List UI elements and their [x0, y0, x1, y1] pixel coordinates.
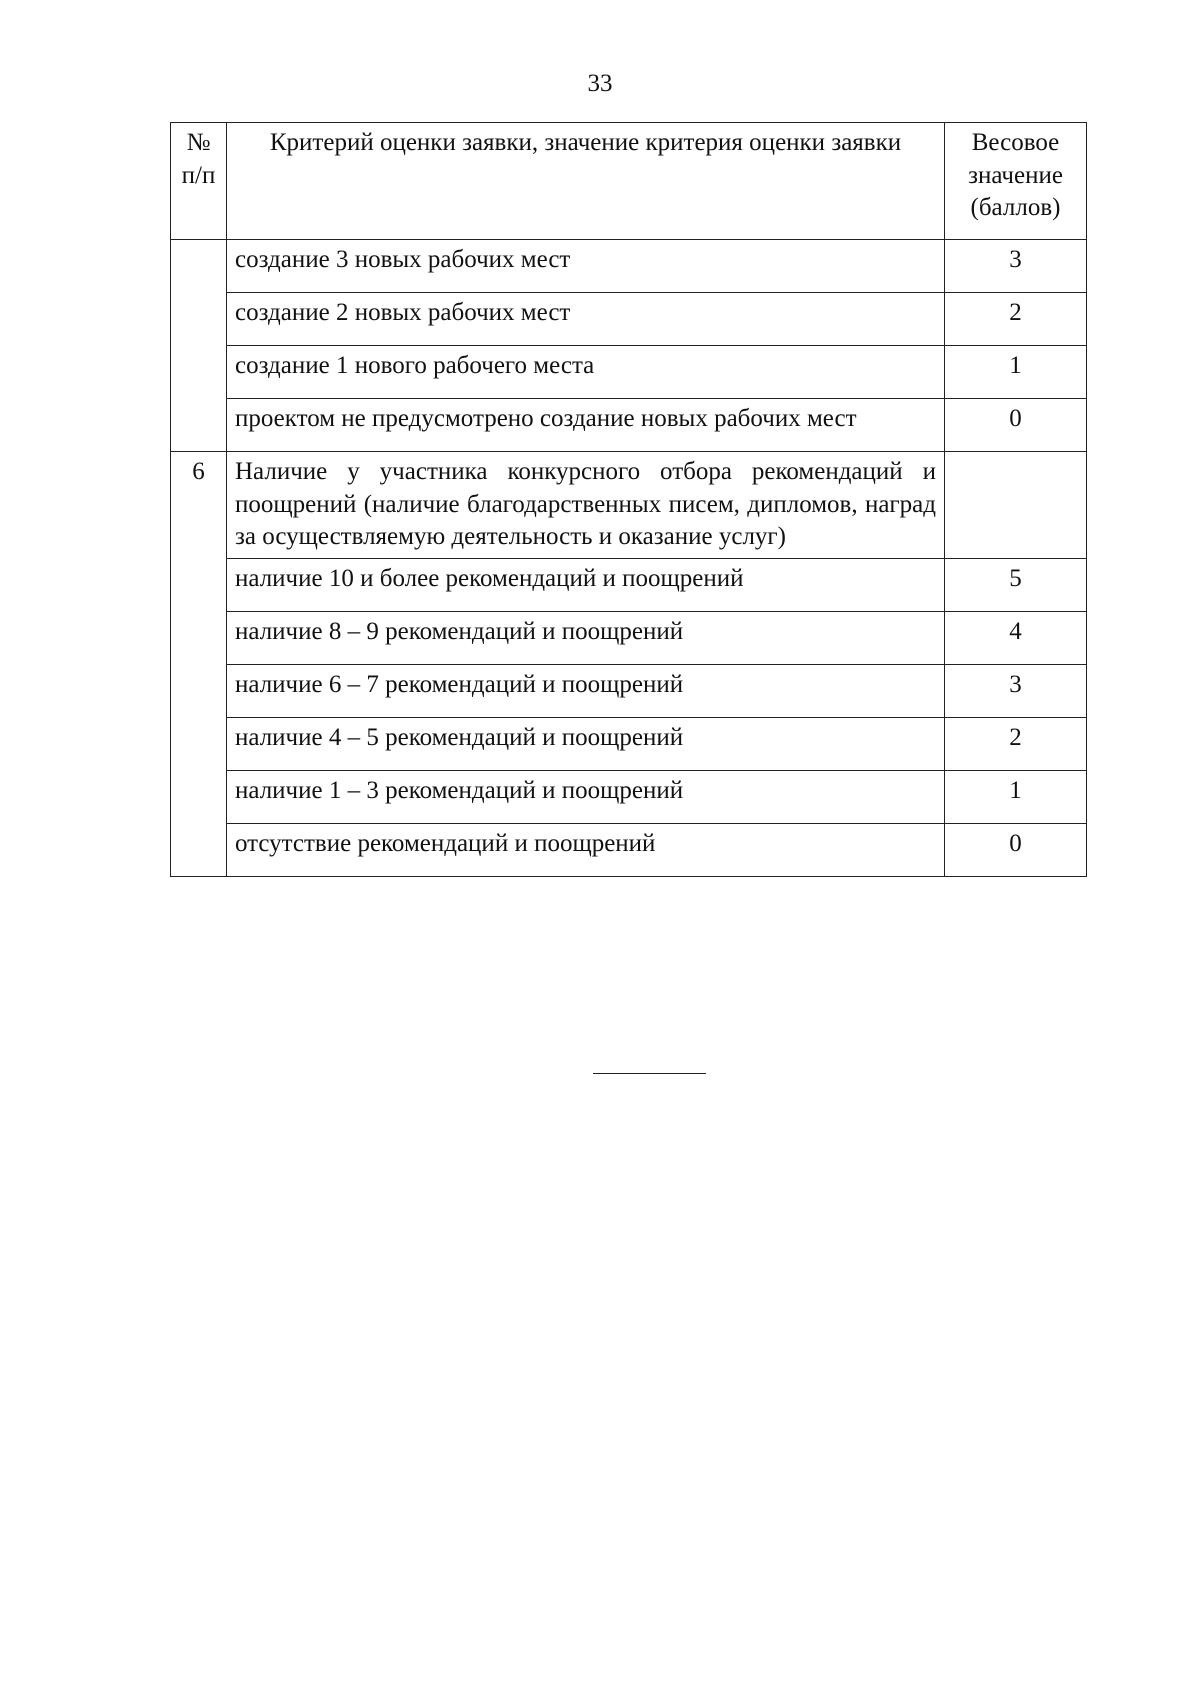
criteria-table [170, 122, 1087, 877]
table-row [171, 346, 1087, 399]
group1-num [171, 240, 227, 452]
value-cell: 4 [945, 611, 1087, 664]
end-of-document-line [593, 1073, 706, 1074]
criterion-title-cell: Наличие у участника конкурсного отбора рекомендаций и поощрений (наличие благодарственных писем, дипломов, наград за осуществляемую деятельность и оказание услуг) [227, 452, 945, 559]
value-cell: 0 [945, 399, 1087, 452]
page-number: 33 [587, 70, 613, 97]
criterion-cell: наличие 1 – 3 рекомендаций и поощрений [227, 770, 945, 823]
value-cell: 1 [945, 770, 1087, 823]
table-row [171, 452, 1087, 559]
table-row [171, 399, 1087, 452]
table-row [171, 240, 1087, 293]
table-row [171, 823, 1087, 876]
table-row [171, 717, 1087, 770]
table-header-row [171, 123, 1087, 240]
table-row [171, 558, 1087, 611]
criterion-cell: создание 1 нового рабочего места [227, 346, 945, 399]
value-cell: 1 [945, 346, 1087, 399]
value-cell: 0 [945, 823, 1087, 876]
table-row [171, 293, 1087, 346]
table-row [171, 664, 1087, 717]
criterion-cell: проектом не предусмотрено создание новых рабочих мест [227, 399, 945, 452]
value-cell: 2 [945, 717, 1087, 770]
criterion-cell: создание 2 новых рабочих мест [227, 293, 945, 346]
value-cell: 3 [945, 240, 1087, 293]
value-cell: 2 [945, 293, 1087, 346]
table-row [171, 611, 1087, 664]
value-cell: 3 [945, 664, 1087, 717]
criterion-cell: отсутствие рекомендаций и поощрений [227, 823, 945, 876]
value-cell: 5 [945, 558, 1087, 611]
criterion-cell: наличие 4 – 5 рекомендаций и поощрений [227, 717, 945, 770]
value-cell [945, 452, 1087, 559]
criterion-cell: создание 3 новых рабочих мест [227, 240, 945, 293]
criterion-cell: наличие 6 – 7 рекомендаций и поощрений [227, 664, 945, 717]
header-num: № п/п [171, 123, 227, 240]
group2-num: 6 [171, 452, 227, 877]
header-criterion: Критерий оценки заявки, значение критерия оценки заявки [227, 123, 945, 240]
table-row [171, 770, 1087, 823]
header-weight: Весовое значение (баллов) [945, 123, 1087, 240]
criterion-cell: наличие 10 и более рекомендаций и поощрений [227, 558, 945, 611]
criterion-cell: наличие 8 – 9 рекомендаций и поощрений [227, 611, 945, 664]
